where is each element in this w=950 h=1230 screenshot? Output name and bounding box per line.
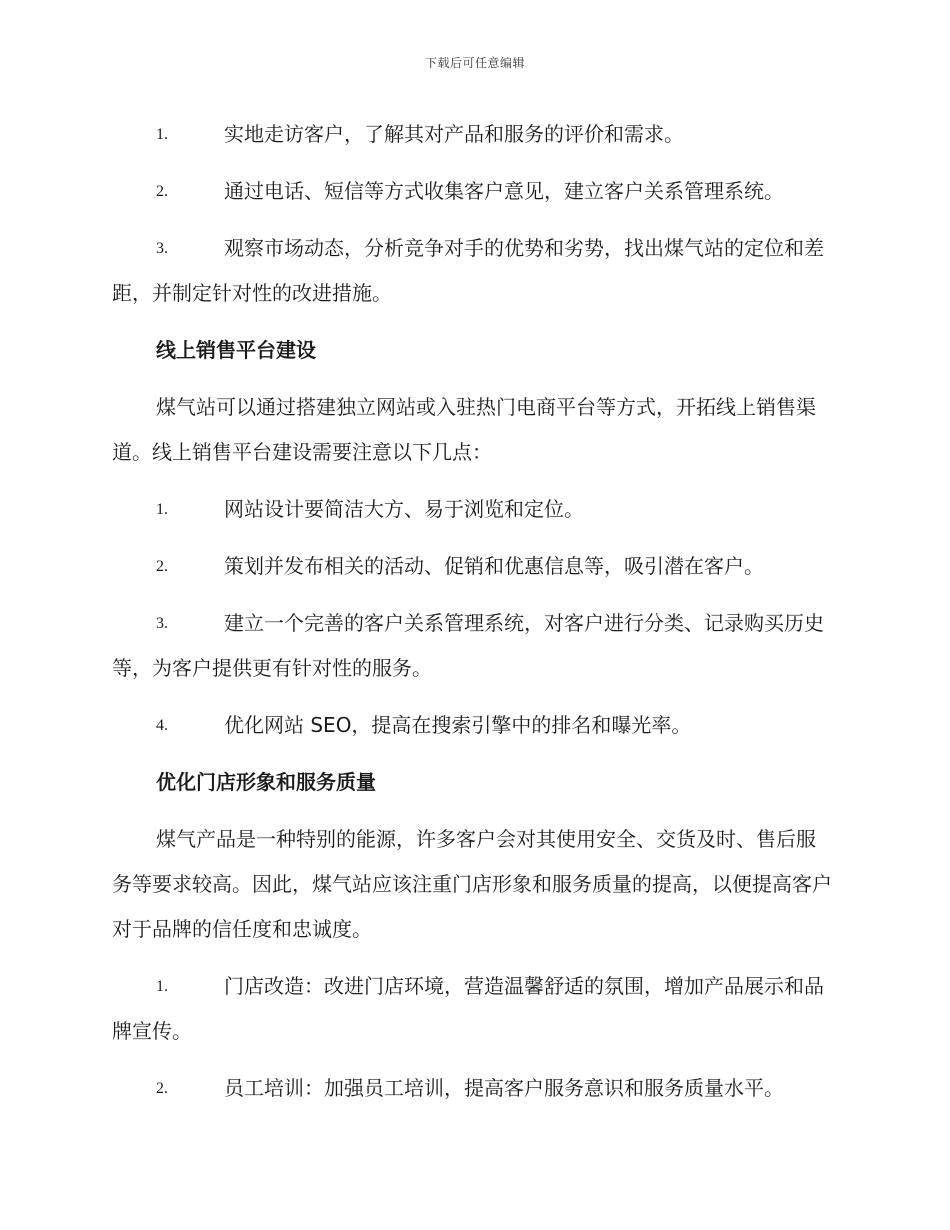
list-item xyxy=(112,601,834,691)
list-item xyxy=(112,169,834,214)
list-text: 通过电话、短信等方式收集客户意见，建立客户关系管理系统。 xyxy=(224,179,784,203)
section-paragraph: 煤气产品是一种特别的能源，许多客户会对其使用安全、交货及时、售后服务等要求较高。因此，煤气站应该注重门店形象和服务质量的提高，以便提高客户对于品牌的信任度和忠诚度。 xyxy=(112,827,832,941)
list-text: 策划并发布相关的活动、促销和优惠信息等，吸引潜在客户。 xyxy=(224,554,764,578)
header-note: 下载后可任意编辑 xyxy=(424,56,525,70)
list-number: 2. xyxy=(156,183,168,200)
list-item xyxy=(112,226,834,316)
list-item xyxy=(112,112,834,157)
list-item xyxy=(112,1066,834,1111)
document-body xyxy=(112,112,834,1123)
list-number: 3. xyxy=(156,615,168,632)
list-text: 网站设计要简洁大方、易于浏览和定位。 xyxy=(224,497,584,521)
list-item xyxy=(112,544,834,589)
list-number: 3. xyxy=(156,240,168,257)
list-item xyxy=(112,703,834,748)
list-number: 1. xyxy=(156,501,168,518)
list-number: 2. xyxy=(156,1080,168,1097)
list-text: 观察市场动态，分析竞争对手的优势和劣势，找出煤气站的定位和差距，并制定针对性的改进措施。 xyxy=(112,236,824,305)
list-text: 门店改造：改进门店环境，营造温馨舒适的氛围，增加产品展示和品牌宣传。 xyxy=(112,974,824,1043)
list-number: 4. xyxy=(156,717,168,734)
list-text: 实地走访客户，了解其对产品和服务的评价和需求。 xyxy=(224,122,684,146)
list-text: 优化网站 SEO，提高在搜索引擎中的排名和曝光率。 xyxy=(224,713,692,737)
section-paragraph: 煤气站可以通过搭建独立网站或入驻热门电商平台等方式，开拓线上销售渠道。线上销售平台建设需要注意以下几点： xyxy=(112,395,816,464)
list-text: 员工培训：加强员工培训，提高客户服务意识和服务质量水平。 xyxy=(224,1076,784,1100)
list-number: 2. xyxy=(156,558,168,575)
list-number: 1. xyxy=(156,978,168,995)
list-item xyxy=(112,487,834,532)
section-heading: 线上销售平台建设 xyxy=(156,338,316,362)
list-item xyxy=(112,964,834,1054)
list-text: 建立一个完善的客户关系管理系统，对客户进行分类、记录购买历史等，为客户提供更有针对性的服务。 xyxy=(112,611,824,680)
list-number: 1. xyxy=(156,126,168,143)
section-heading: 优化门店形象和服务质量 xyxy=(156,770,376,794)
